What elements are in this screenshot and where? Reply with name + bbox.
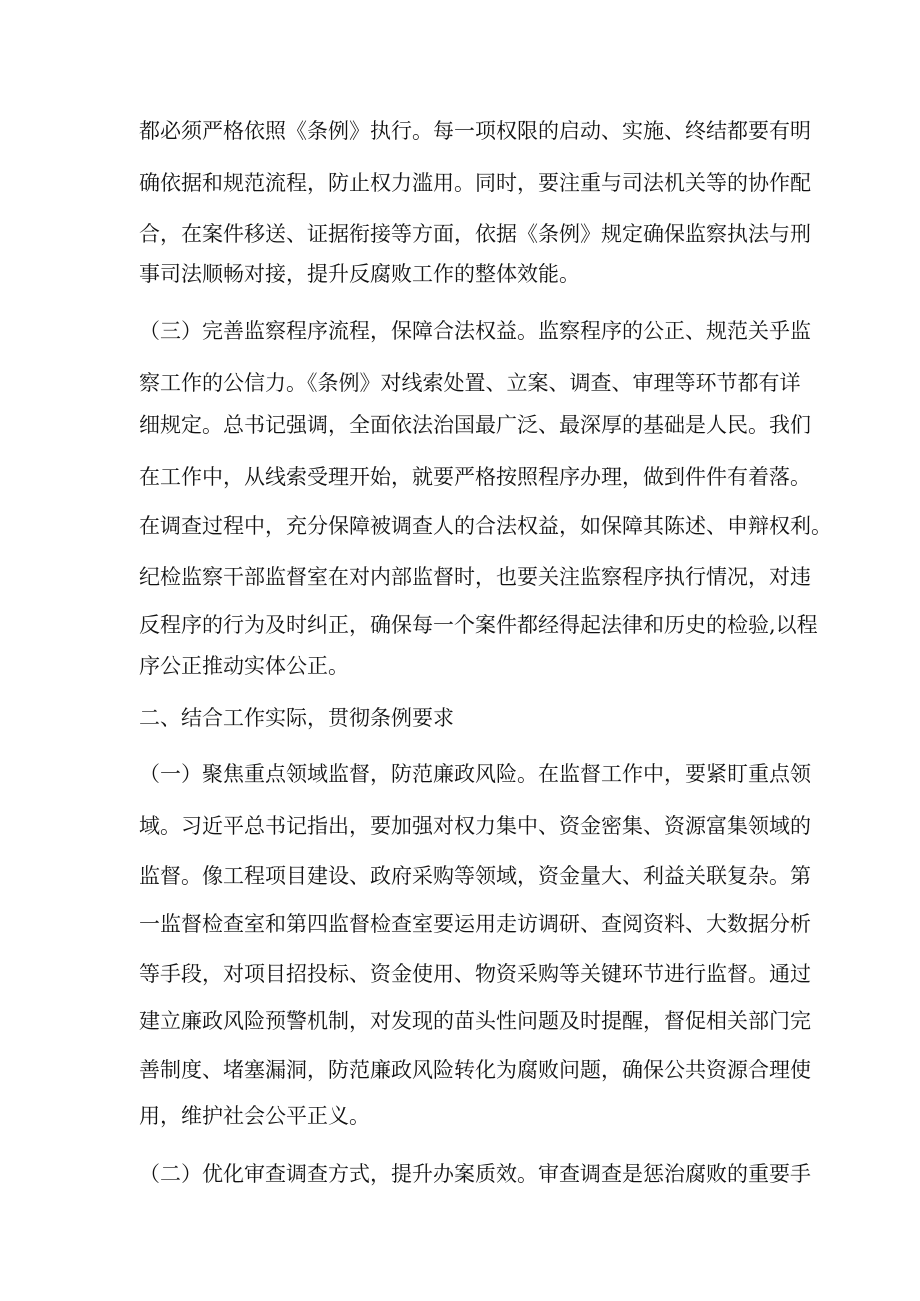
section-heading: 二、结合工作实际，贯彻条例要求: [139, 706, 454, 730]
text-line: 确依据和规范流程，防止权力滥用。同时，要注重与司法机关等的协作配: [139, 171, 811, 195]
text-line: 事司法顺畅对接，提升反腐败工作的整体效能。: [139, 262, 580, 286]
text-line: 在调查过程中，充分保障被调查人的合法权益，如保障其陈述、申辩权利。: [139, 514, 832, 538]
text-line: 在工作中，从线索受理开始，就要严格按照程序办理，做到件件有着落。: [139, 465, 811, 489]
text-line: 域。习近平总书记指出，要加强对权力集中、资金密集、资源富集领域的: [139, 814, 811, 838]
text-line: 监督。像工程项目建设、政府采购等领域，资金量大、利益关联复杂。第: [139, 864, 811, 888]
text-line: 合，在案件移送、证据衔接等方面，依据《条例》规定确保监察执法与刑: [139, 222, 811, 246]
text-line: 序公正推动实体公正。: [139, 654, 349, 678]
text-line: 细规定。总书记强调，全面依法治国最广泛、最深厚的基础是人民。我们: [139, 413, 811, 437]
text-line: 察工作的公信力。《条例》对线索处置、立案、调查、审理等环节都有详: [139, 371, 801, 395]
text-line: （二）优化审查调查方式，提升办案质效。审查调查是惩治腐败的重要手: [139, 1162, 811, 1186]
text-line: 等手段，对项目招投标、资金使用、物资采购等关键环节进行监督。通过: [139, 962, 811, 986]
text-line: 都必须严格依照《条例》执行。每一项权限的启动、实施、终结都要有明: [139, 119, 811, 143]
text-line: 用，维护社会公平正义。: [139, 1104, 370, 1128]
text-line: 一监督检查室和第四监督检查室要运用走访调研、查阅资料、大数据分析: [139, 912, 811, 936]
text-line: （一）聚焦重点领域监督，防范廉政风险。在监督工作中，要紧盯重点领: [139, 762, 811, 786]
text-line: 善制度、堵塞漏洞，防范廉政风险转化为腐败问题，确保公共资源合理使: [139, 1058, 811, 1082]
text-line: 建立廉政风险预警机制，对发现的苗头性问题及时提醒，督促相关部门完: [139, 1009, 811, 1033]
text-line: 纪检监察干部监督室在对内部监督时，也要关注监察程序执行情况，对违: [139, 565, 811, 589]
text-line: 反程序的行为及时纠正，确保每一个案件都经得起法律和历史的检验,以程: [139, 613, 818, 637]
text-line: （三）完善监察程序流程，保障合法权益。监察程序的公正、规范关乎监: [139, 319, 811, 343]
